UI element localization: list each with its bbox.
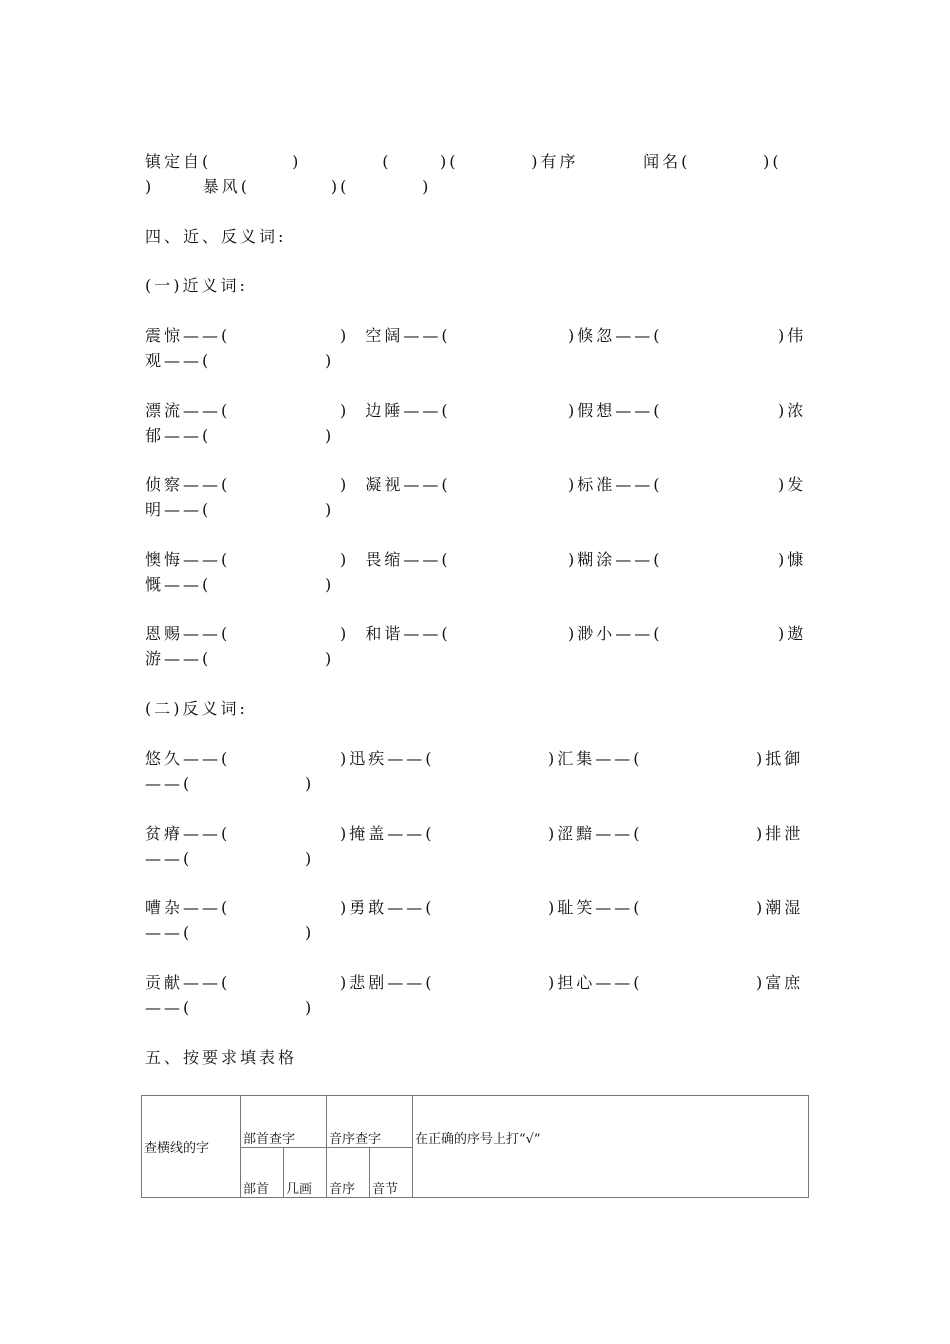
- synonyms-row-2-part-3: )假想——(: [568, 401, 663, 420]
- synonyms-row-2-part-4: )浓: [778, 401, 807, 420]
- antonyms-row-2-part-3: )涩黯——(: [548, 824, 643, 843]
- antonyms-row-4-part-1: 贡献——(: [145, 973, 231, 992]
- header-strokes: 几画: [284, 1148, 327, 1198]
- idiom-line-2: ) 暴风( )( ): [145, 177, 432, 196]
- antonyms-row-4-part-3: )担心——(: [548, 973, 643, 992]
- synonyms-row-5-part-3: )渺小——(: [568, 624, 663, 643]
- antonyms-row-4-part-4: )富庶: [756, 973, 804, 992]
- antonyms-row-1-part-4: )抵御: [756, 749, 804, 768]
- synonyms-row-3-part-5: 明——(: [145, 500, 212, 519]
- antonyms-row-2-part-5: ——(: [145, 849, 193, 868]
- synonyms-row-4-part-6: ): [325, 575, 335, 594]
- synonyms-row-4-part-5: 慨——(: [145, 575, 212, 594]
- antonyms-row-1-part-1: 悠久——(: [145, 749, 231, 768]
- antonyms-row-3-part-1: 嘈杂——(: [145, 898, 231, 917]
- synonyms-row-2-part-6: ): [325, 426, 335, 445]
- antonyms-row-1-part-2: )迅疾——(: [340, 749, 435, 768]
- antonyms-row-3-part-3: )耻笑——(: [548, 898, 643, 917]
- synonyms-row-4-part-4: )慷: [778, 550, 807, 569]
- synonyms-row-5-part-4: )遨: [778, 624, 807, 643]
- synonyms-row-3-part-1: 侦察——(: [145, 475, 231, 494]
- antonyms-heading: (二)反义词:: [145, 699, 248, 718]
- antonyms-row-1-part-6: ): [305, 774, 315, 793]
- synonyms-row-4-part-2: ) 畏缩——(: [340, 550, 451, 569]
- synonyms-row-1-part-4: )伟: [778, 326, 807, 345]
- header-char-cell: 查横线的字: [142, 1096, 241, 1198]
- lookup-table: [141, 1095, 809, 1198]
- header-instruction: 在正确的序号上打“√”: [413, 1096, 809, 1198]
- antonyms-row-4-part-6: ): [305, 998, 315, 1017]
- section4-heading: 四、近、反义词:: [145, 227, 287, 246]
- synonyms-row-4-part-1: 懊悔——(: [145, 550, 231, 569]
- antonyms-row-2-part-6: ): [305, 849, 315, 868]
- antonyms-row-4-part-2: )悲剧——(: [340, 973, 435, 992]
- antonyms-row-4-part-5: ——(: [145, 998, 193, 1017]
- synonyms-heading: (一)近义词:: [145, 276, 248, 295]
- antonyms-row-3-part-5: ——(: [145, 923, 193, 942]
- header-sound-lookup: 音序查字: [327, 1096, 413, 1148]
- header-syllable: 音节: [370, 1148, 413, 1198]
- synonyms-row-3-part-3: )标准——(: [568, 475, 663, 494]
- synonyms-row-5-part-2: ) 和谐——(: [340, 624, 451, 643]
- antonyms-row-3-part-2: )勇敢——(: [340, 898, 435, 917]
- antonyms-row-2-part-4: )排泄: [756, 824, 804, 843]
- header-sound-order: 音序: [327, 1148, 370, 1198]
- idiom-line-1: 镇定自( ) ( )( )有序 闻名( )(: [145, 152, 782, 171]
- synonyms-row-1-part-5: 观——(: [145, 351, 212, 370]
- header-radical-lookup: 部首查字: [241, 1096, 327, 1148]
- synonyms-row-3-part-4: )发: [778, 475, 807, 494]
- synonyms-row-3-part-6: ): [325, 500, 335, 519]
- synonyms-row-5-part-5: 游——(: [145, 649, 212, 668]
- antonyms-row-3-part-4: )潮湿: [756, 898, 804, 917]
- synonyms-row-4-part-3: )糊涂——(: [568, 550, 663, 569]
- synonyms-row-1-part-1: 震惊——(: [145, 326, 231, 345]
- synonyms-row-2-part-1: 漂流——(: [145, 401, 231, 420]
- synonyms-row-2-part-5: 郁——(: [145, 426, 212, 445]
- antonyms-row-2-part-2: )掩盖——(: [340, 824, 435, 843]
- synonyms-row-5-part-6: ): [325, 649, 335, 668]
- synonyms-row-5-part-1: 恩赐——(: [145, 624, 231, 643]
- synonyms-row-1-part-3: )倏忽——(: [568, 326, 663, 345]
- section5-heading: 五、按要求填表格: [145, 1048, 298, 1067]
- synonyms-row-3-part-2: ) 凝视——(: [340, 475, 451, 494]
- antonyms-row-1-part-5: ——(: [145, 774, 193, 793]
- synonyms-row-2-part-2: ) 边陲——(: [340, 401, 451, 420]
- antonyms-row-3-part-6: ): [305, 923, 315, 942]
- synonyms-row-1-part-6: ): [325, 351, 335, 370]
- antonyms-row-1-part-3: )汇集——(: [548, 749, 643, 768]
- header-radical: 部首: [241, 1148, 284, 1198]
- synonyms-row-1-part-2: ) 空阔——(: [340, 326, 451, 345]
- antonyms-row-2-part-1: 贫瘠——(: [145, 824, 231, 843]
